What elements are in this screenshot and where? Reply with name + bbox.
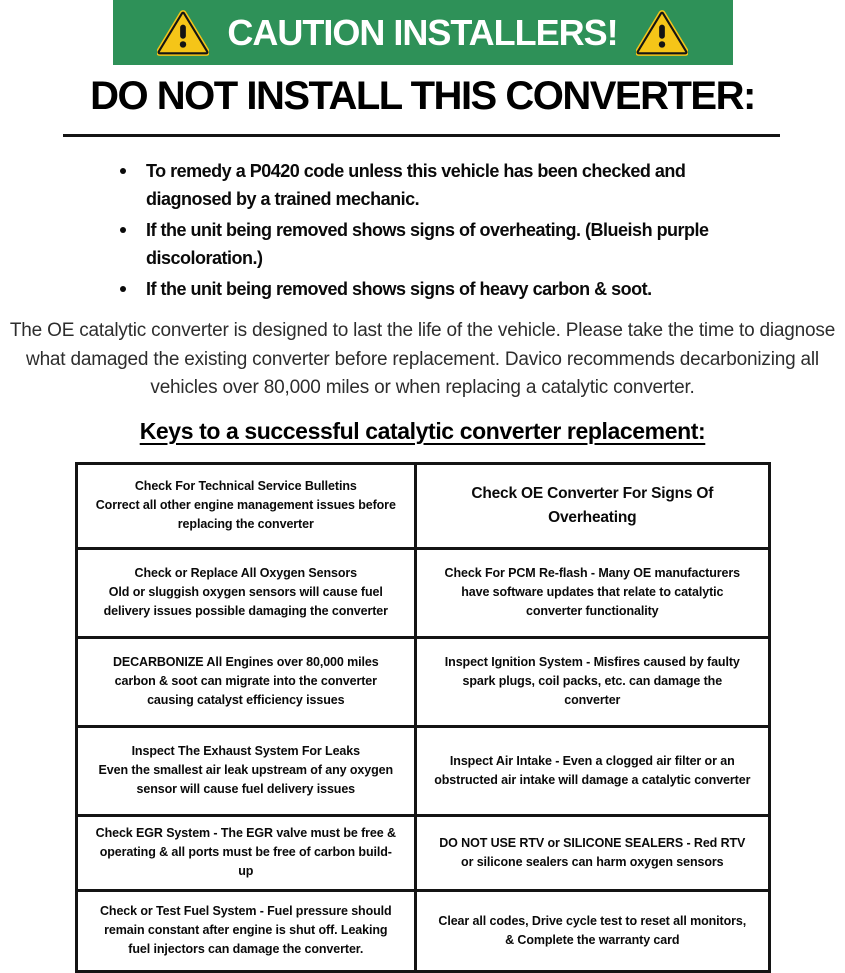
table-cell-right — [416, 548, 769, 637]
table-cell-text: Correct all other engine management issues before replacing the converter — [95, 498, 396, 531]
table-cell-text: DO NOT USE RTV or SILICONE SEALERS - Red RTV or silicone sealers can harm oxygen sensors — [439, 835, 746, 869]
table-cell-text: Check or Replace All Oxygen Sensors — [134, 566, 358, 581]
table-cell-right — [416, 726, 769, 815]
keys-table — [75, 462, 771, 973]
table-cell-left — [76, 726, 416, 815]
caution-banner-label: CAUTION INSTALLERS! — [227, 11, 618, 53]
table-cell-text: Old or sluggish oxygen sensors will cause fuel delivery issues possible damaging the converter — [103, 585, 388, 618]
table-cell-text: Check or Test Fuel System - Fuel pressure should remain constant after engine is shut off. Leaking fuel injectors can damage the converter. — [99, 904, 392, 956]
table-cell-right — [416, 463, 769, 548]
table-cell-text: Even the smallest air leak upstream of any oxygen sensor will cause fuel delivery issues — [98, 763, 394, 796]
table-cell-right — [416, 637, 769, 726]
caution-banner — [113, 0, 733, 65]
table-cell-left — [76, 637, 416, 726]
divider-rule — [63, 134, 780, 137]
warning-triangle-icon — [636, 10, 688, 56]
table-cell-text: Inspect The Exhaust System For Leaks — [131, 744, 360, 759]
warning-triangle-icon — [157, 10, 209, 56]
table-cell-text: Check For Technical Service Bulletins — [134, 479, 357, 494]
table-cell-right — [416, 815, 769, 890]
warning-list — [112, 157, 762, 303]
table-row — [76, 548, 769, 637]
table-row — [76, 463, 769, 548]
table-cell-left — [76, 815, 416, 890]
page-title: DO NOT INSTALL THIS CONVERTER: — [90, 74, 755, 118]
table-cell-text: Check For PCM Re-flash - Many OE manufacturers have software updates that relate to catalytic converter functionality — [444, 566, 741, 618]
keys-heading: Keys to a successful catalytic converter replacement: — [139, 417, 706, 444]
table-row — [76, 815, 769, 890]
table-cell-text: DECARBONIZE All Engines over 80,000 miles carbon & soot can migrate into the converter causing catalyst efficiency issues — [112, 655, 379, 707]
table-cell-left — [76, 463, 416, 548]
table-cell-text: Check OE Converter For Signs Of Overheating — [471, 485, 714, 526]
table-cell-left — [76, 890, 416, 971]
table-row — [76, 726, 769, 815]
table-cell-text: Inspect Air Intake - Even a clogged air filter or an obstructed air intake will damage a catalytic converter — [434, 753, 751, 787]
table-cell-right — [416, 890, 769, 971]
warning-list-item: If the unit being removed shows signs of heavy carbon & soot. — [112, 275, 762, 303]
table-cell-text: Clear all codes, Drive cycle test to reset all monitors, & Complete the warranty card — [438, 913, 747, 947]
warning-list-item: To remedy a P0420 code unless this vehicle has been checked and diagnosed by a trained mechanic. — [112, 157, 762, 213]
table-row — [76, 637, 769, 726]
table-cell-text: Inspect Ignition System - Misfires caused by faulty spark plugs, coil packs, etc. can damage the converter — [444, 655, 740, 707]
table-cell-text: Check EGR System - The EGR valve must be free & operating & all ports must be free of carbon build-up — [95, 826, 396, 878]
table-cell-left — [76, 548, 416, 637]
table-row — [76, 890, 769, 971]
warning-list-item: If the unit being removed shows signs of overheating. (Blueish purple discoloration.) — [112, 216, 762, 272]
advisory-paragraph: The OE catalytic converter is designed to last the life of the vehicle. Please take the time to diagnose what damaged the existing converter before replacement. Davico recommends decarbonizing all vehicles over 80,000 miles or when replacing a catalytic converter. — [9, 320, 836, 398]
